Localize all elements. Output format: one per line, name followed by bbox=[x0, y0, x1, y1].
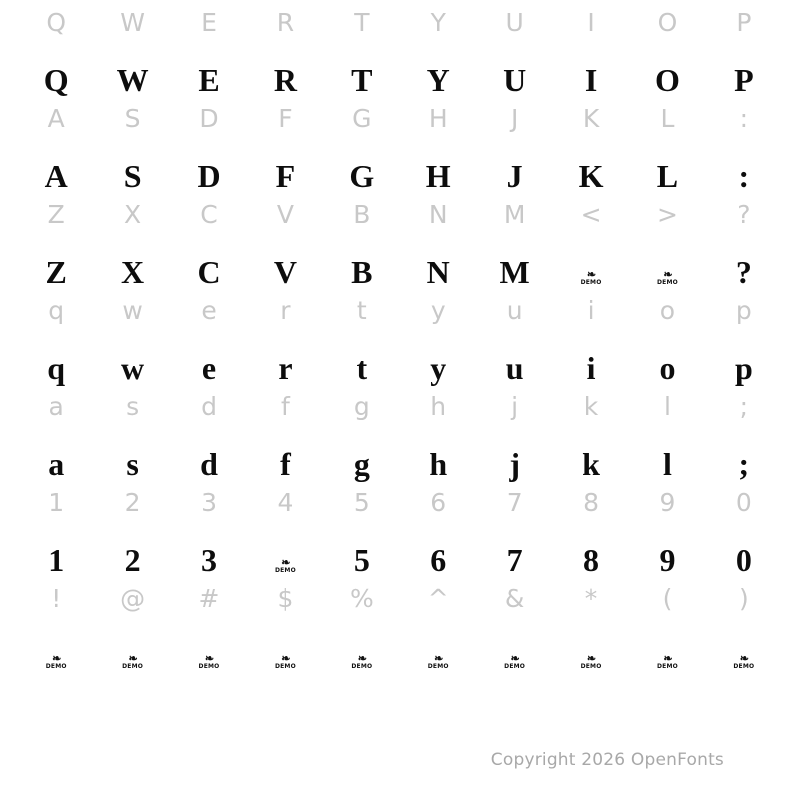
glyph-sample: p bbox=[734, 350, 753, 386]
glyph-sample: : bbox=[738, 158, 750, 194]
glyph-sample: W bbox=[116, 62, 149, 98]
demo-word: DEMO bbox=[733, 663, 755, 670]
sprig-icon: ❧ bbox=[204, 653, 214, 665]
demo-word: DEMO bbox=[427, 663, 449, 670]
glyph-sample: 5 bbox=[353, 542, 370, 578]
key-label: j bbox=[511, 391, 519, 421]
key-label: U bbox=[505, 7, 524, 37]
key-label: N bbox=[428, 199, 448, 229]
glyph-sample: 8 bbox=[583, 542, 600, 578]
demo-placeholder-glyph bbox=[94, 620, 170, 676]
demo-placeholder-glyph bbox=[247, 524, 323, 580]
glyph-sample: d bbox=[200, 446, 218, 482]
glyph-sample: 3 bbox=[201, 542, 218, 578]
glyph-sample: o bbox=[659, 350, 676, 386]
key-label: ( bbox=[662, 583, 673, 613]
row-zxcv-upper-keys bbox=[0, 192, 800, 236]
glyph-sample: D bbox=[197, 158, 221, 194]
key-label: 2 bbox=[124, 487, 141, 517]
glyph-sample: Q bbox=[43, 62, 69, 98]
glyph-sample: S bbox=[123, 158, 142, 194]
row-qwerty-upper bbox=[0, 0, 800, 96]
glyph-sample: 0 bbox=[735, 542, 752, 578]
demo-word: DEMO bbox=[504, 663, 526, 670]
glyph-sample: i bbox=[586, 350, 596, 386]
demo-word: DEMO bbox=[656, 663, 678, 670]
key-label: ! bbox=[51, 583, 62, 613]
sprig-icon: ❧ bbox=[510, 653, 519, 665]
key-label: d bbox=[201, 391, 217, 421]
glyph-sample: k bbox=[582, 446, 600, 482]
glyph-sample: E bbox=[198, 62, 220, 98]
key-label: ^ bbox=[427, 583, 449, 613]
key-label: l bbox=[663, 391, 671, 421]
key-label: 5 bbox=[353, 487, 370, 517]
row-qwerty-upper-keys bbox=[0, 0, 800, 44]
glyph-sample: G bbox=[349, 158, 375, 194]
glyph-sample: P bbox=[734, 62, 754, 98]
key-label: V bbox=[276, 199, 294, 229]
key-label: Y bbox=[430, 7, 446, 37]
glyph-sample: a bbox=[48, 446, 65, 482]
key-label: y bbox=[430, 295, 446, 325]
glyph-sample: f bbox=[280, 446, 291, 482]
row-digits-glyphs bbox=[0, 524, 800, 580]
demo-placeholder-glyph bbox=[553, 236, 629, 292]
row-qwerty-lower-keys bbox=[0, 288, 800, 332]
key-label: X bbox=[124, 199, 142, 229]
glyph-sample: ; bbox=[738, 446, 750, 482]
glyph-sample: Z bbox=[45, 254, 67, 290]
glyph-sample: j bbox=[509, 446, 520, 482]
glyph-sample: L bbox=[656, 158, 679, 194]
key-label: u bbox=[506, 295, 523, 325]
glyph-sample: s bbox=[126, 446, 139, 482]
key-label: > bbox=[656, 199, 678, 229]
demo-word: DEMO bbox=[351, 663, 373, 670]
key-label: E bbox=[201, 7, 217, 37]
row-digits bbox=[0, 480, 800, 576]
glyph-sample: H bbox=[425, 158, 451, 194]
sprig-icon: ❧ bbox=[281, 557, 290, 569]
key-label: 8 bbox=[583, 487, 599, 517]
sprig-icon: ❧ bbox=[128, 653, 137, 665]
sprig-icon: ❧ bbox=[663, 653, 672, 665]
key-label: I bbox=[587, 7, 595, 37]
row-symbols-keys bbox=[0, 576, 800, 620]
sprig-icon: ❧ bbox=[357, 653, 366, 665]
glyph-sample: B bbox=[351, 254, 373, 290]
glyph-sample: C bbox=[197, 254, 221, 290]
key-label: J bbox=[510, 103, 519, 133]
key-label: L bbox=[660, 103, 675, 133]
key-label: % bbox=[349, 583, 374, 613]
key-label: h bbox=[430, 391, 447, 421]
row-asdf-upper bbox=[0, 96, 800, 192]
row-asdf-lower bbox=[0, 384, 800, 480]
glyph-sample: U bbox=[503, 62, 527, 98]
key-label: & bbox=[504, 583, 525, 613]
glyph-sample: ? bbox=[735, 254, 752, 290]
glyph-sample: y bbox=[430, 350, 447, 386]
glyph-sample: N bbox=[426, 254, 450, 290]
demo-placeholder-glyph bbox=[247, 620, 323, 676]
glyph-sample: 1 bbox=[48, 542, 65, 578]
key-label: A bbox=[47, 103, 65, 133]
glyph-sample: O bbox=[655, 62, 680, 98]
glyph-sample: A bbox=[44, 158, 68, 194]
row-zxcv-upper-glyphs bbox=[0, 236, 800, 292]
key-label: ? bbox=[737, 199, 751, 229]
row-asdf-lower-glyphs bbox=[0, 428, 800, 484]
key-label: i bbox=[587, 295, 595, 325]
key-label: : bbox=[739, 103, 749, 133]
glyph-sample: R bbox=[273, 62, 297, 98]
demo-word: DEMO bbox=[274, 663, 296, 670]
demo-placeholder-glyph bbox=[629, 620, 705, 676]
key-label: w bbox=[122, 295, 143, 325]
glyph-sample: t bbox=[356, 350, 368, 386]
glyph-sample: 9 bbox=[659, 542, 676, 578]
key-label: 1 bbox=[48, 487, 65, 517]
glyph-sample: 7 bbox=[506, 542, 523, 578]
key-label: 4 bbox=[277, 487, 294, 517]
row-digits-keys bbox=[0, 480, 800, 524]
key-label: T bbox=[354, 7, 370, 37]
key-label: 6 bbox=[430, 487, 447, 517]
glyph-sample: I bbox=[584, 62, 598, 98]
row-symbols-glyphs bbox=[0, 620, 800, 676]
key-label: $ bbox=[277, 583, 294, 613]
key-label: @ bbox=[120, 583, 146, 613]
sprig-icon: ❧ bbox=[52, 653, 61, 665]
demo-placeholder-glyph bbox=[706, 620, 782, 676]
glyph-sample: u bbox=[505, 350, 524, 386]
key-label: g bbox=[353, 391, 370, 421]
sprig-icon: ❧ bbox=[586, 653, 596, 665]
key-label: s bbox=[126, 391, 140, 421]
key-label: < bbox=[580, 199, 602, 229]
key-label: C bbox=[200, 199, 218, 229]
demo-word: DEMO bbox=[122, 663, 144, 670]
glyph-sample: 2 bbox=[124, 542, 141, 578]
demo-placeholder-glyph bbox=[171, 620, 247, 676]
key-label: F bbox=[278, 103, 293, 133]
key-label: a bbox=[48, 391, 64, 421]
glyph-sample: h bbox=[429, 446, 448, 482]
row-asdf-lower-keys bbox=[0, 384, 800, 428]
glyph-sample: r bbox=[278, 350, 293, 386]
row-qwerty-upper-glyphs bbox=[0, 44, 800, 100]
key-label: ) bbox=[738, 583, 749, 613]
glyph-sample: X bbox=[121, 254, 145, 290]
row-qwerty-lower bbox=[0, 288, 800, 384]
key-label: M bbox=[503, 199, 526, 229]
glyph-sample: e bbox=[201, 350, 217, 386]
demo-placeholder-glyph bbox=[476, 620, 552, 676]
glyph-sample: J bbox=[506, 158, 523, 194]
sprig-icon: ❧ bbox=[739, 653, 748, 665]
key-label: H bbox=[428, 103, 448, 133]
row-asdf-upper-glyphs bbox=[0, 140, 800, 196]
demo-word: DEMO bbox=[656, 279, 678, 286]
key-label: 7 bbox=[506, 487, 523, 517]
sprig-icon: ❧ bbox=[663, 269, 672, 281]
key-label: 9 bbox=[659, 487, 676, 517]
key-label: P bbox=[736, 7, 752, 37]
glyph-sample: V bbox=[273, 254, 297, 290]
key-label: Z bbox=[47, 199, 65, 229]
demo-word: DEMO bbox=[45, 663, 67, 670]
row-symbols bbox=[0, 576, 800, 672]
glyph-sample: g bbox=[353, 446, 370, 482]
key-label: 3 bbox=[201, 487, 217, 517]
glyph-sample: Y bbox=[426, 62, 450, 98]
key-label: # bbox=[198, 583, 220, 613]
glyph-sample: q bbox=[47, 350, 66, 386]
glyph-sample: 6 bbox=[430, 542, 447, 578]
demo-word: DEMO bbox=[274, 567, 296, 574]
key-label: 0 bbox=[735, 487, 752, 517]
key-label: B bbox=[353, 199, 371, 229]
key-label: k bbox=[583, 391, 599, 421]
row-zxcv-upper bbox=[0, 192, 800, 288]
footer bbox=[0, 720, 800, 800]
key-label: R bbox=[276, 7, 295, 37]
demo-word: DEMO bbox=[580, 279, 602, 286]
key-label: ; bbox=[739, 391, 749, 421]
key-label: K bbox=[582, 103, 600, 133]
sprig-icon: ❧ bbox=[281, 653, 290, 665]
key-label: Q bbox=[46, 7, 67, 37]
glyph-sample: K bbox=[578, 158, 604, 194]
demo-placeholder-glyph bbox=[18, 620, 94, 676]
key-label: q bbox=[48, 295, 65, 325]
demo-placeholder-glyph bbox=[400, 620, 476, 676]
key-label: * bbox=[584, 583, 598, 613]
sprig-icon: ❧ bbox=[586, 269, 596, 281]
glyph-sample: w bbox=[121, 350, 145, 386]
copyright-text: Copyright 2026 OpenFonts bbox=[490, 750, 724, 770]
glyph-sample: M bbox=[499, 254, 530, 290]
key-label: t bbox=[356, 295, 367, 325]
demo-word: DEMO bbox=[580, 663, 602, 670]
demo-placeholder-glyph bbox=[553, 620, 629, 676]
sprig-icon: ❧ bbox=[434, 653, 443, 665]
demo-placeholder-glyph bbox=[324, 620, 400, 676]
row-qwerty-lower-glyphs bbox=[0, 332, 800, 388]
key-label: r bbox=[280, 295, 291, 325]
demo-word: DEMO bbox=[198, 663, 220, 670]
key-label: f bbox=[281, 391, 290, 421]
glyph-sample: F bbox=[275, 158, 296, 194]
glyph-sample: l bbox=[663, 446, 672, 482]
demo-placeholder-glyph bbox=[629, 236, 705, 292]
key-label: e bbox=[201, 295, 217, 325]
key-label: O bbox=[657, 7, 678, 37]
key-label: p bbox=[735, 295, 752, 325]
key-label: W bbox=[120, 7, 145, 37]
key-label: G bbox=[352, 103, 372, 133]
key-label: o bbox=[659, 295, 676, 325]
key-label: D bbox=[199, 103, 219, 133]
glyph-sample: T bbox=[351, 62, 373, 98]
key-label: S bbox=[124, 103, 141, 133]
row-asdf-upper-keys bbox=[0, 96, 800, 140]
